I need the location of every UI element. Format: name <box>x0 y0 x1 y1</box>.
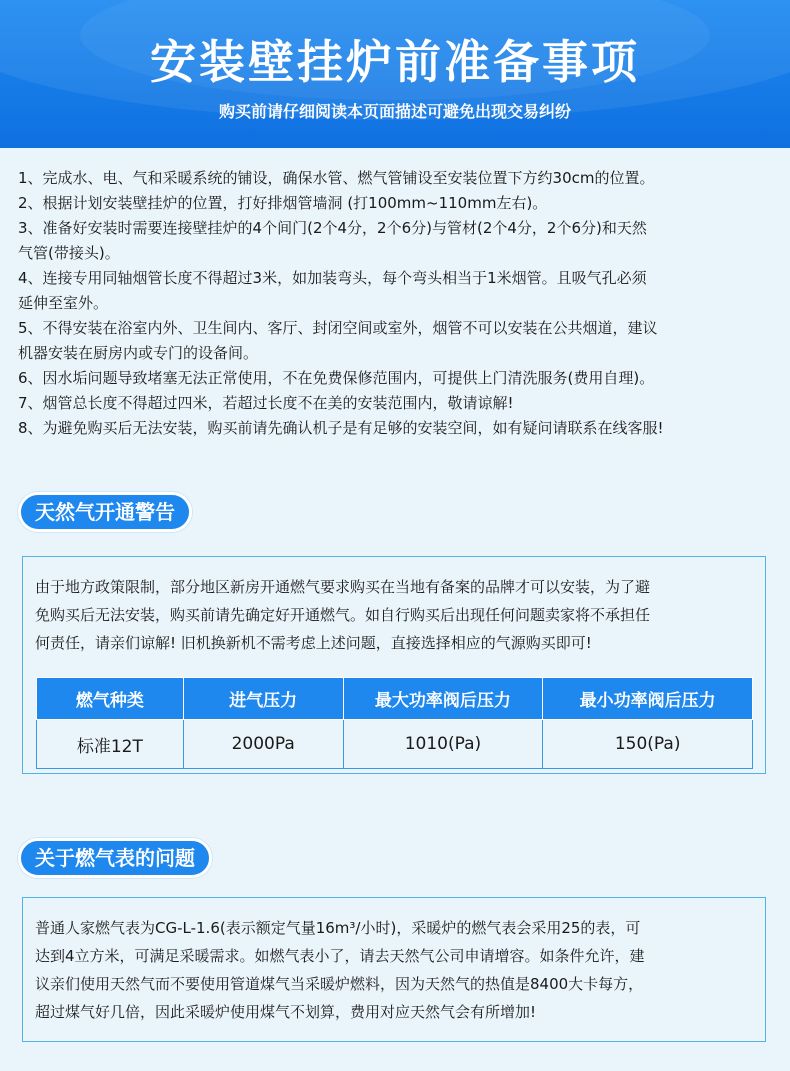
table-header-cell: 燃气种类 <box>37 678 184 720</box>
note-line: 4、连接专用同轴烟管长度不得超过3米，如加装弯头，每个弯头相当于1米烟管。且吸气孔必须 <box>18 269 647 287</box>
note-line: 8、为避免购买后无法安装，购买前请先确认机子是有足够的安装空间，如有疑问请联系在线客服! <box>18 419 664 437</box>
gas-warning-heading: 天然气开通警告 <box>18 492 192 532</box>
page-title: 安装壁挂炉前准备事项 <box>150 35 640 89</box>
table-row <box>37 720 753 769</box>
gas-meter-text <box>23 898 765 1026</box>
gas-meter-line: 超过煤气好几倍，因此采暖炉使用煤气不划算，费用对应天然气会有所增加! <box>35 1003 537 1021</box>
page-header <box>0 0 790 148</box>
note-line: 1、完成水、电、气和采暖系统的铺设，确保水管、燃气管铺设至安装位置下方约30cm的位置。 <box>18 169 655 187</box>
note-line: 气管(带接头)。 <box>18 244 120 262</box>
installation-notes-list <box>18 166 778 441</box>
table-header-cell: 最小功率阀后压力 <box>543 678 753 720</box>
gas-warning-line: 何责任，请亲们谅解! 旧机换新机不需考虑上述问题，直接选择相应的气源购买即可! <box>35 634 592 652</box>
gas-meter-heading: 关于燃气表的问题 <box>18 838 212 878</box>
note-line: 6、因水垢问题导致堵塞无法正常使用，不在免费保修范围内，可提供上门清洗服务(费用自理)。 <box>18 369 655 387</box>
page-subtitle: 购买前请仔细阅读本页面描述可避免出现交易纠纷 <box>218 102 571 121</box>
gas-warning-line: 免购买后无法安装，购买前请先确定好开通燃气。如自行购买后出现任何问题卖家将不承担任 <box>35 606 651 624</box>
gas-meter-line: 普通人家燃气表为CG-L-1.6(表示额定气量16m³/小时)，采暖炉的燃气表会采用25的表，可 <box>35 919 641 937</box>
table-cell: 1010(Pa) <box>343 720 543 769</box>
note-line: 延伸至室外。 <box>18 294 109 312</box>
table-header-cell: 进气压力 <box>183 678 343 720</box>
table-header-cell: 最大功率阀后压力 <box>343 678 543 720</box>
gas-meter-line: 达到4立方米，可满足采暖需求。如燃气表小了，请去天然气公司申请增容。如条件允许，建 <box>35 947 645 965</box>
table-cell: 150(Pa) <box>543 720 753 769</box>
note-line: 2、根据计划安装壁挂炉的位置，打好排烟管墙洞 (打100mm~110mm左右)。 <box>18 194 548 212</box>
note-line: 7、烟管总长度不得超过四米，若超过长度不在美的安装范围内，敬请谅解! <box>18 394 514 412</box>
gas-meter-box <box>22 897 766 1042</box>
gas-warning-box <box>22 556 766 774</box>
note-line: 机器安装在厨房内或专门的设备间。 <box>18 344 259 362</box>
table-header-row <box>37 678 753 720</box>
gas-warning-text <box>23 557 765 657</box>
note-line: 5、不得安装在浴室内外、卫生间内、客厅、封闭空间或室外，烟管不可以安装在公共烟道，建议 <box>18 319 658 337</box>
table-cell: 标准12T <box>37 720 184 769</box>
table-cell: 2000Pa <box>183 720 343 769</box>
gas-warning-line: 由于地方政策限制，部分地区新房开通燃气要求购买在当地有备案的品牌才可以安装，为了避 <box>35 578 651 596</box>
note-line: 3、准备好安装时需要连接壁挂炉的4个间门(2个4分，2个6分)与管材(2个4分，2个6分)和天然 <box>18 219 647 237</box>
gas-pressure-table <box>36 677 753 769</box>
gas-meter-line: 议亲们使用天然气而不要使用管道煤气当采暖炉燃料，因为天然气的热值是8400大卡每方， <box>35 975 644 993</box>
